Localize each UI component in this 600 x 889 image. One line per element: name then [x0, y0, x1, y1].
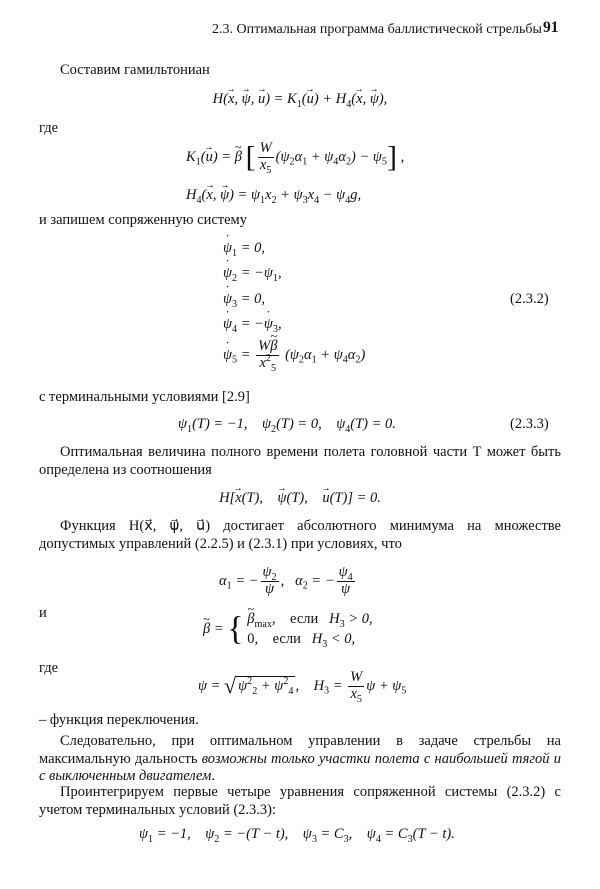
conclusion-paragraph: [39, 733, 561, 786]
conclusion-end: .: [211, 768, 216, 785]
where-label-2: где: [39, 660, 59, 676]
section-title: 2.3. Оптимальная программа баллистической стрельбы: [212, 22, 542, 37]
adjoint-eq-2: ψ $˙_2 = -\psi_1$,: [223, 265, 282, 283]
terminal-intro: с терминальными условиями [2.9]: [39, 389, 250, 405]
equation-psi-switch: ψ = √ $\psi^2_2 + \psi^2_4$ , $H_3$ = $\frac{W}{x_5}$ $\psi + \psi_5$: [198, 669, 407, 705]
equation-terminal: $\psi_1(T) = -1$, $\psi_2(T) = 0$, $\psi_4(T) = 0$.: [178, 416, 396, 435]
equation-number-2-3-3: (2.3.3): [510, 416, 549, 432]
equation-h4: $H_4(x$ →, ψ →) = $\psi_1x_2 + \psi_3x_4 - \psi_4g$,: [186, 187, 361, 205]
equation-hamiltonian: H(x →, ψ →, u →) = $K_1(u$ →) + $H_4(x$ →, ψ →),: [0, 91, 600, 109]
conclusion-text: Следовательно, при оптимальном управлении в задаче стрельбы на максимальную дальность: [39, 733, 561, 767]
adjoint-eq-3: ψ $˙_3 = 0$,: [223, 291, 265, 309]
adjoint-intro: и запишем сопряженную систему: [39, 212, 247, 228]
integrate-paragraph: Проинтегрируем первые четыре уравнения сопряженной системы (2.3.2) с учетом терминальных условий (2.3.3):: [39, 784, 561, 818]
if-label-2: если: [272, 630, 301, 647]
if-label-1: если: [290, 611, 319, 627]
optimal-time-paragraph: Оптимальная величина полного времени полета головной части T может быть определена из соотношения: [39, 444, 561, 478]
page-number: 91: [543, 19, 559, 36]
switching-label: – функция переключения.: [39, 712, 199, 728]
equation-integrated: $\psi_1 = -1$, $\psi_2 = -(T - t)$, $\psi_3 = C_3$, $\psi_4 = C_3(T - t)$.: [139, 826, 455, 845]
equation-number-2-3-2: (2.3.2): [510, 291, 549, 307]
and-label: и: [39, 605, 47, 621]
adjoint-eq-1: ψ $˙_1 = 0$,: [223, 240, 265, 258]
equation-beta: β ~ = { β $\sim_{max}$, если $H_3 > 0$, 0, если $H_3 < 0$,: [203, 610, 373, 649]
adjoint-eq-4: ψ $˙_4 = -\psi$ $˙_3$,: [223, 316, 282, 334]
equation-k1: $K_1(u$ →) = β ~ [ $\frac{W}{x_5}$ $(\psi_2\alpha_1 + \psi_4\alpha_2) - \psi_5$] ,: [186, 141, 404, 174]
where-label-1: где: [39, 120, 59, 136]
adjoint-eq-5: ψ $˙_5$ = $\frac{W\beta \sim}{x^2_5}$ $(\psi_2\alpha_1 + \psi_4\alpha_2)$: [223, 339, 365, 372]
minimum-paragraph: Функция H(x⃗, ψ⃗, u⃗) достигает абсолютного минимума на множестве допустимых управлений (2.2.5) и (2.3.1) при условиях, что: [39, 518, 561, 552]
conclusion-emphasis: возможны только участки полета с наибольшей тягой и с выключенным двигателем: [39, 750, 561, 785]
equation-h-zero: H[x →(T), ψ →(T), u →(T)] = 0.: [0, 490, 600, 508]
running-header: [212, 21, 542, 38]
equation-alpha: $\alpha_1$ = − $\frac{\psi_2}{\psi}$ , $\alpha_2$ = − $\frac{\psi_4}{\psi}$: [219, 564, 353, 597]
hamiltonian-intro: Составим гамильтониан: [60, 62, 210, 78]
